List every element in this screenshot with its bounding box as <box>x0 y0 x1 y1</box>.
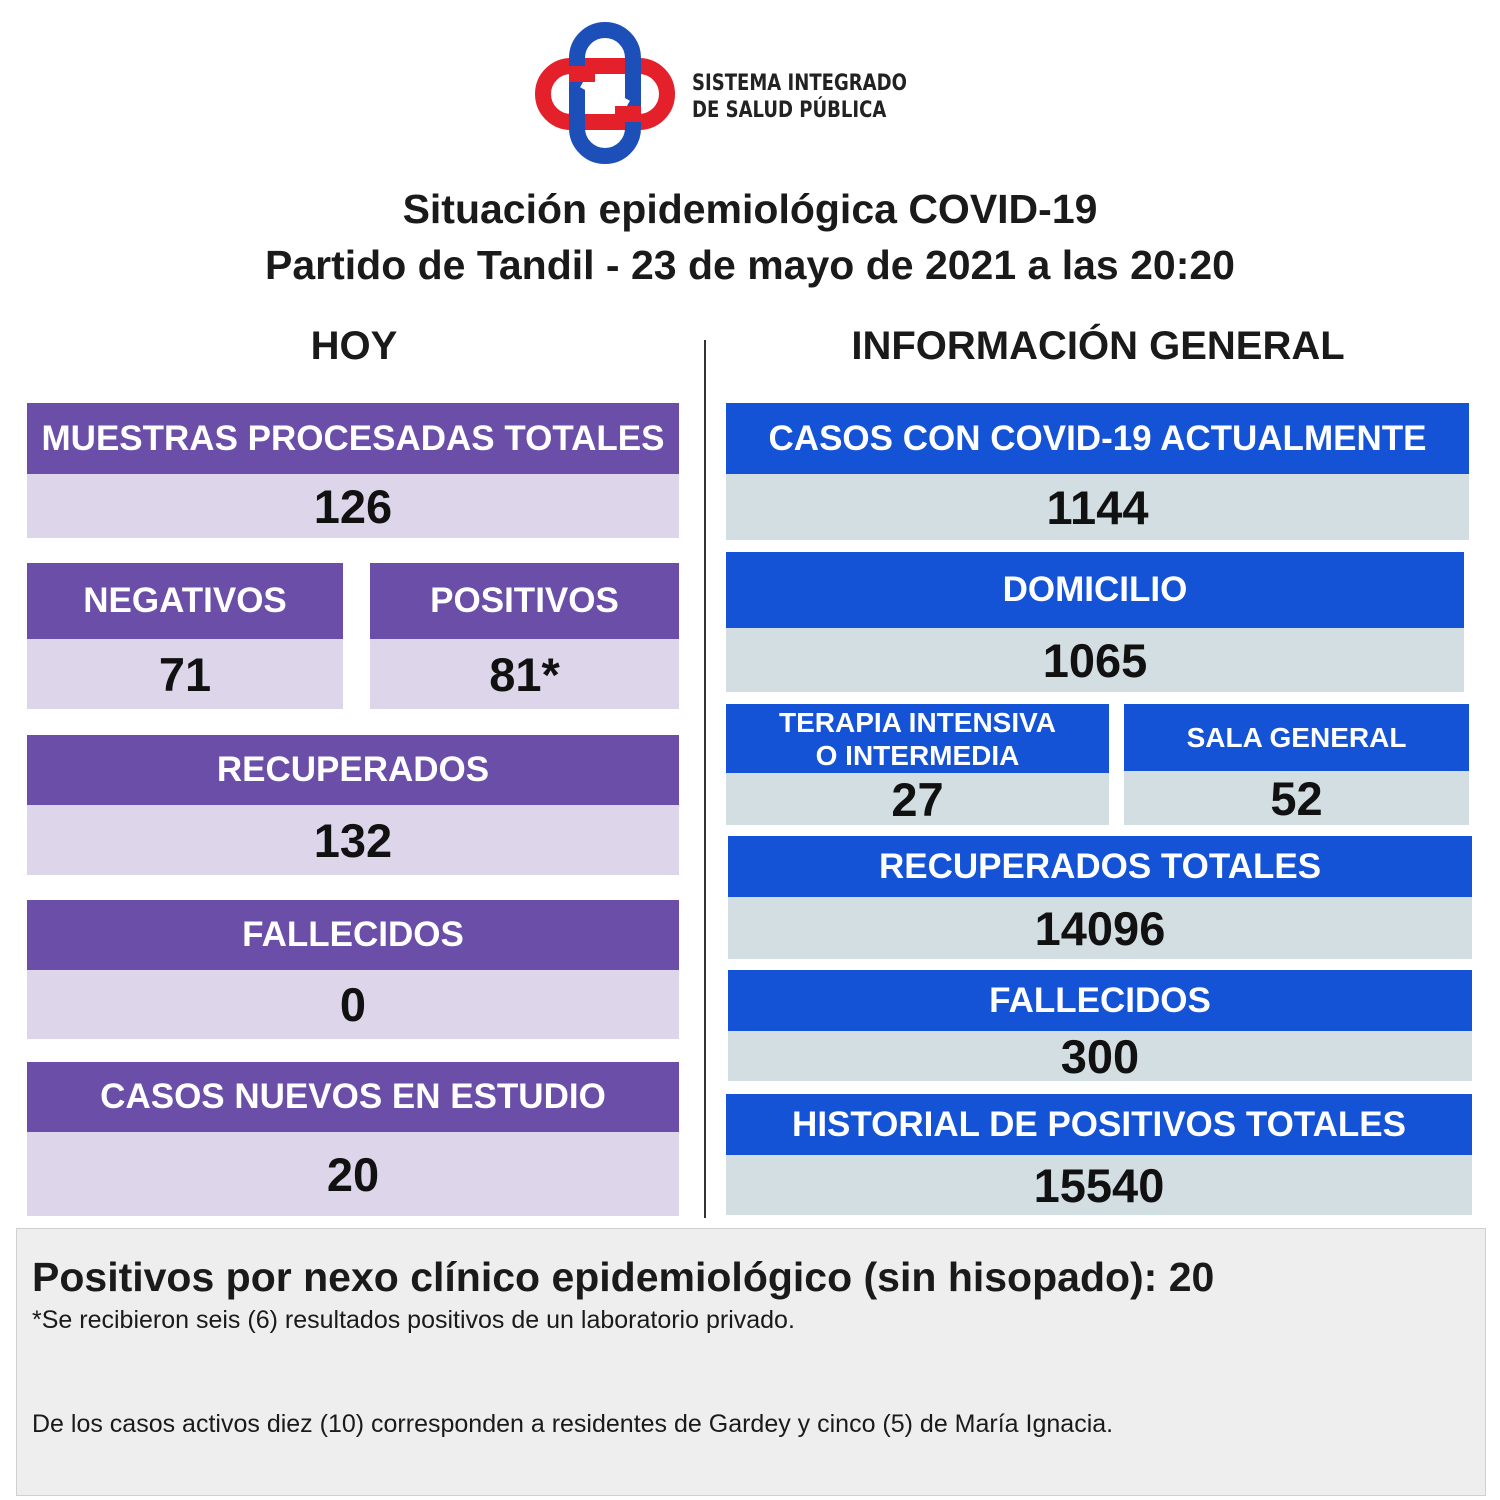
sala-general-value: 52 <box>1124 771 1469 825</box>
org-name <box>692 70 907 124</box>
org-name-line2: DE SALUD PÚBLICA <box>692 98 887 123</box>
fallecidos-hoy-value: 0 <box>27 970 679 1039</box>
health-system-logo-icon <box>535 22 675 164</box>
casos-nuevos-label: CASOS NUEVOS EN ESTUDIO <box>27 1062 679 1132</box>
recuperados-totales-value: 14096 <box>728 897 1472 959</box>
terapia-label <box>726 704 1109 773</box>
general-heading: INFORMACIÓN GENERAL <box>851 324 1345 368</box>
muestras-value: 126 <box>27 474 679 538</box>
column-divider <box>704 340 706 1218</box>
recuperados-label: RECUPERADOS <box>27 735 679 805</box>
recuperados-value: 132 <box>27 805 679 875</box>
negativos-value: 71 <box>27 639 343 709</box>
positivos-label: POSITIVOS <box>370 563 679 639</box>
terapia-value: 27 <box>726 773 1109 825</box>
nexo-clinico-text: Positivos por nexo clínico epidemiológico (sin hisopado): 20 <box>32 1254 1215 1300</box>
historial-value: 15540 <box>726 1155 1472 1215</box>
activos-label: CASOS CON COVID-19 ACTUALMENTE <box>726 403 1469 474</box>
report-subtitle: Partido de Tandil - 23 de mayo de 2021 a las 20:20 <box>265 242 1235 288</box>
org-name-line1: SISTEMA INTEGRADO <box>692 71 907 96</box>
footnote-residentes: De los casos activos diez (10) corresponden a residentes de Gardey y cinco (5) de María Ignacia. <box>32 1410 1114 1438</box>
sala-general-label: SALA GENERAL <box>1124 704 1469 771</box>
recuperados-totales-label: RECUPERADOS TOTALES <box>728 836 1472 897</box>
muestras-label: MUESTRAS PROCESADAS TOTALES <box>27 403 679 474</box>
footnote-laboratorio: *Se recibieron seis (6) resultados positivos de un laboratorio privado. <box>32 1306 795 1334</box>
casos-nuevos-value: 20 <box>27 1132 679 1216</box>
domicilio-value: 1065 <box>726 628 1464 692</box>
today-heading: HOY <box>310 324 398 368</box>
fallecidos-totales-label: FALLECIDOS <box>728 970 1472 1031</box>
positivos-value: 81* <box>370 639 679 709</box>
fallecidos-totales-value: 300 <box>728 1031 1472 1081</box>
report-title: Situación epidemiológica COVID-19 <box>402 186 1098 232</box>
terapia-label-line1: TERAPIA INTENSIVA <box>779 706 1056 738</box>
historial-label: HISTORIAL DE POSITIVOS TOTALES <box>726 1094 1472 1155</box>
negativos-label: NEGATIVOS <box>27 563 343 639</box>
activos-value: 1144 <box>726 474 1469 540</box>
fallecidos-hoy-label: FALLECIDOS <box>27 900 679 970</box>
terapia-label-line2: O INTERMEDIA <box>815 739 1020 771</box>
domicilio-label: DOMICILIO <box>726 552 1464 628</box>
